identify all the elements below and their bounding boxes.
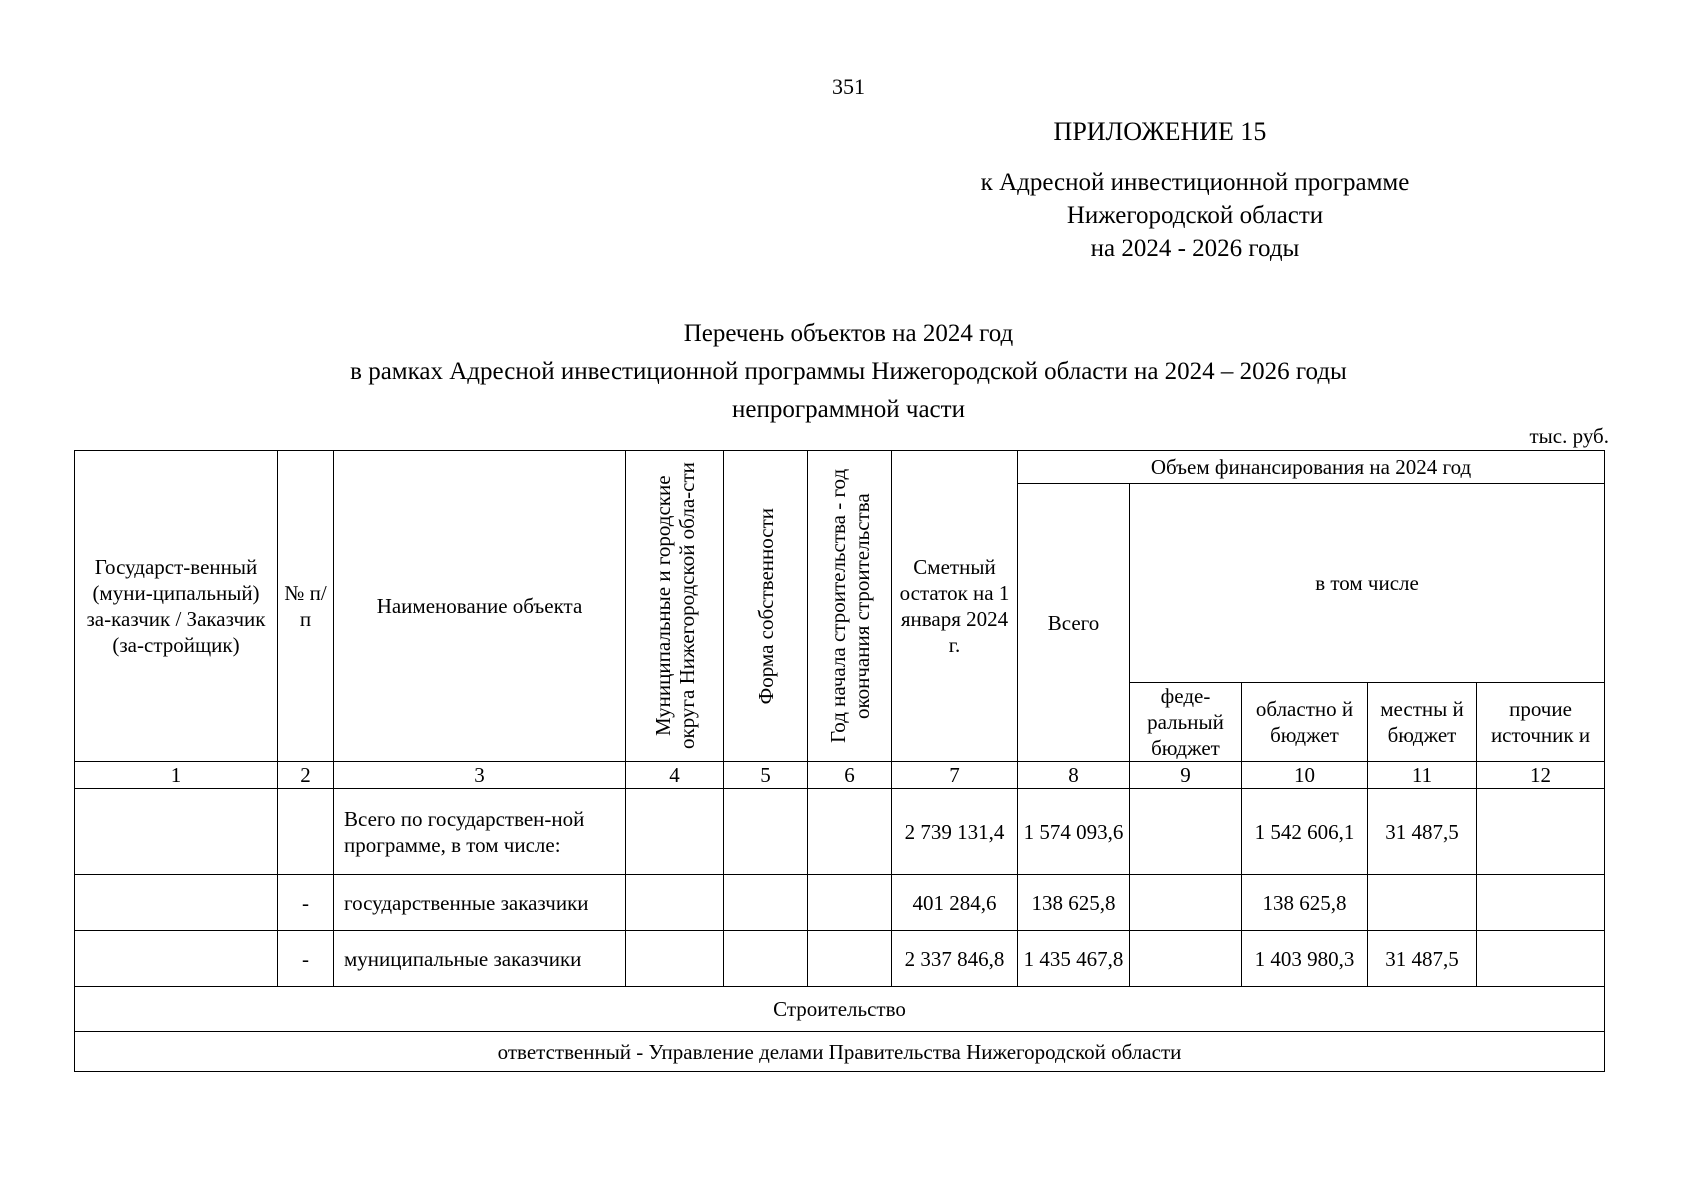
cell-customer [75, 875, 278, 931]
cell-ownership [724, 789, 808, 875]
cell-districts [626, 875, 724, 931]
header-years [808, 451, 892, 762]
cell-local: 31 487,5 [1368, 789, 1477, 875]
cell-total: 1 435 467,8 [1018, 931, 1130, 987]
heading-line-1: Перечень объектов на 2024 год [683, 320, 1014, 347]
header-ownership [724, 451, 808, 762]
cell-customer [75, 931, 278, 987]
cell-num [278, 789, 334, 875]
cell-ownership [724, 931, 808, 987]
header-districts-text: Муниципальные и городские округа Нижегородской обла-сти [650, 462, 699, 750]
column-number: 6 [808, 762, 892, 789]
objects-table [74, 450, 1605, 1072]
heading-line-3: непрограммной части [732, 396, 965, 423]
cell-object-name: государственные заказчики [334, 875, 626, 931]
header-num: № п/п [278, 451, 334, 762]
header-federal: феде-ральный бюджет [1130, 683, 1242, 762]
table-row [75, 931, 1605, 987]
cell-years [808, 931, 892, 987]
cell-total: 138 625,8 [1018, 875, 1130, 931]
column-number: 1 [75, 762, 278, 789]
cell-other [1477, 789, 1605, 875]
units-label: тыс. руб. [1529, 424, 1609, 448]
cell-other [1477, 931, 1605, 987]
cell-estimate: 2 337 846,8 [892, 931, 1018, 987]
cell-customer [75, 789, 278, 875]
cell-regional: 1 542 606,1 [1242, 789, 1368, 875]
column-number: 5 [724, 762, 808, 789]
cell-years [808, 875, 892, 931]
header-estimate: Сметный остаток на 1 января 2024 г. [892, 451, 1018, 762]
responsible-label: ответственный - Управление делами Правительства Нижегородской области [75, 1032, 1605, 1072]
cell-local [1368, 875, 1477, 931]
cell-num: - [278, 875, 334, 931]
appendix-line-2: Нижегородской области [1066, 202, 1324, 229]
header-ownership-text: Форма собственности [753, 507, 778, 705]
cell-federal [1130, 789, 1242, 875]
cell-local: 31 487,5 [1368, 931, 1477, 987]
section-title: Строительство [75, 987, 1605, 1032]
cell-federal [1130, 875, 1242, 931]
cell-federal [1130, 931, 1242, 987]
column-number-row [75, 762, 1605, 789]
column-number: 2 [278, 762, 334, 789]
header-regional: областно й бюджет [1242, 683, 1368, 762]
cell-total: 1 574 093,6 [1018, 789, 1130, 875]
column-number: 4 [626, 762, 724, 789]
cell-estimate: 401 284,6 [892, 875, 1018, 931]
header-local: местны й бюджет [1368, 683, 1477, 762]
column-number: 10 [1242, 762, 1368, 789]
column-number: 12 [1477, 762, 1605, 789]
cell-districts [626, 931, 724, 987]
cell-other [1477, 875, 1605, 931]
heading-line-2: в рамках Адресной инвестиционной программы Нижегородской области на 2024 – 2026 годы [350, 358, 1347, 385]
header-object-name: Наименование объекта [334, 451, 626, 762]
header-total: Всего [1018, 484, 1130, 762]
cell-regional: 1 403 980,3 [1242, 931, 1368, 987]
cell-object-name: муниципальные заказчики [334, 931, 626, 987]
cell-estimate: 2 739 131,4 [892, 789, 1018, 875]
responsible-row [75, 1032, 1605, 1072]
cell-ownership [724, 875, 808, 931]
appendix-line-1: к Адресной инвестиционной программе [980, 169, 1410, 196]
cell-years [808, 789, 892, 875]
header-funding: Объем финансирования на 2024 год [1018, 451, 1605, 484]
cell-regional: 138 625,8 [1242, 875, 1368, 931]
cell-object-name: Всего по государствен-ной программе, в том числе: [334, 789, 626, 875]
header-years-text: Год начала строительства - год окончания строительства [825, 468, 874, 744]
appendix-title: ПРИЛОЖЕНИЕ 15 [1053, 117, 1267, 146]
header-districts [626, 451, 724, 762]
table-row [75, 875, 1605, 931]
table-row [75, 789, 1605, 875]
column-number: 9 [1130, 762, 1242, 789]
header-including: в том числе [1130, 484, 1605, 683]
appendix-subtitle [930, 166, 1460, 265]
document-heading [0, 315, 1697, 429]
cell-districts [626, 789, 724, 875]
column-number: 3 [334, 762, 626, 789]
page-number: 351 [832, 74, 865, 99]
appendix-line-3: на 2024 - 2026 годы [1090, 235, 1300, 262]
column-number: 11 [1368, 762, 1477, 789]
header-customer: Государст-венный (муни-ципальный) за-казчик / Заказчик (за-стройщик) [75, 451, 278, 762]
cell-num: - [278, 931, 334, 987]
column-number: 8 [1018, 762, 1130, 789]
column-number: 7 [892, 762, 1018, 789]
section-row [75, 987, 1605, 1032]
header-other: прочие источник и [1477, 683, 1605, 762]
